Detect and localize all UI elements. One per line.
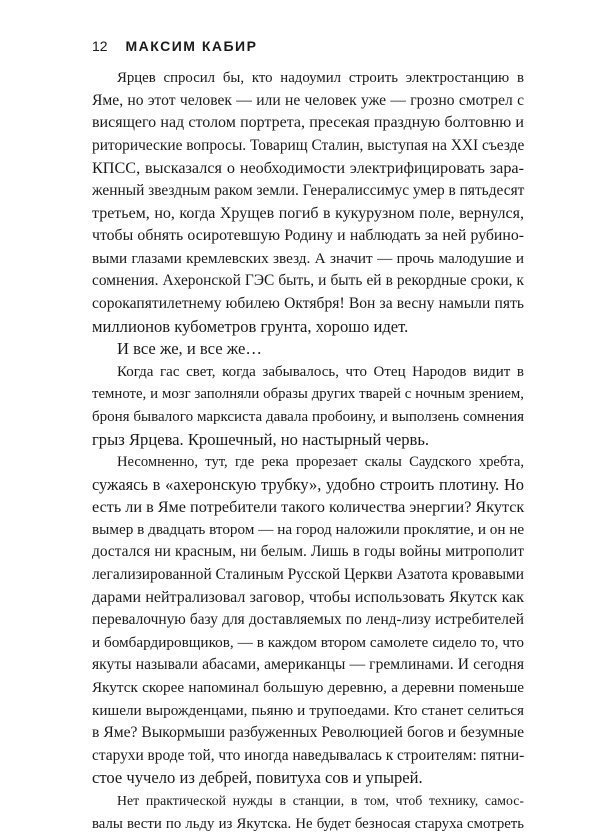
body-text <box>92 67 524 835</box>
text-line: Якутск скорее напоминал большую деревню, а деревни поменьше <box>92 679 524 697</box>
text-line: КПСС, высказался о необходимости электрифицировать зара- <box>92 159 524 178</box>
running-title: МАКСИМ КАБИР <box>125 38 258 54</box>
text-line: Яме, но этот человек — или не человек уже — грозно смотрел с <box>92 91 524 109</box>
running-head <box>92 37 257 55</box>
paragraph-3 <box>92 361 524 451</box>
text-line: легализированной Сталиным Русской Церкви Азатота кровавыми <box>92 566 525 584</box>
text-line: грыз Ярцева. Крошечный, но настырный червь. <box>92 429 430 449</box>
paragraph-1 <box>92 67 524 338</box>
text-line: миллионов кубометров грунта, хорошо идет. <box>92 316 409 336</box>
text-line: И все же, и все же… <box>117 339 262 359</box>
text-line: в Яме? Выкормыши разбуженных Революцией богов и безумные <box>92 724 524 742</box>
text-line: и бомбардировщиков, — в каждом втором самолете сидело то, что <box>92 633 524 651</box>
text-line: достался ни красным, ни белым. Лишь в годы войны митрополит <box>92 543 524 561</box>
text-line: броня бывалого марксиста давала пробоину, и выползень сомнения <box>92 408 524 425</box>
text-line: валы вести по льду из Якутска. Не будет безносая старуха смотреть <box>92 815 524 832</box>
text-line: кишели вырожденцами, пьяню и трупоедами. Кто станет селиться <box>92 701 524 719</box>
text-line: вымер в двадцать втором — на город наложили проклятие, и он не <box>92 520 525 538</box>
page-number: 12 <box>92 38 108 54</box>
text-line: чтобы обнять осиротевшую Родину и наблюдать за ней рубино- <box>92 227 524 245</box>
text-line: перевалочную базу для доставляемых по ленд-лизу истребителей <box>92 611 524 629</box>
paragraph-4 <box>92 451 524 790</box>
paragraph-5 <box>92 790 524 835</box>
text-line: выми глазами кремлевских звезд. А значит — прочь малодушие и <box>92 249 524 267</box>
text-line: дарами нейтрализовал заговор, чтобы использовать Якутск как <box>92 588 524 606</box>
text-line: сомнения. Ахеронской ГЭС быть, и быть ей в рекордные сроки, к <box>92 272 524 290</box>
text-line: Когда гас свет, когда забывалось, что Отец Народов видит в <box>117 363 524 380</box>
paragraph-2 <box>92 338 524 361</box>
text-line: женный звездным раком земли. Генералиссимус умер в пятьдесят <box>92 181 525 199</box>
text-line: темноте, и мозг заполняли образы других тварей с ночным зрением, <box>92 386 524 403</box>
text-line: Нет практической нужды в станции, в том, чтоб технику, самос- <box>117 793 524 808</box>
text-line: риторические вопросы. Товарищ Сталин, выступая на XXI съезде <box>92 136 525 154</box>
text-line: Несомненно, тут, где река прорезает скалы Саудского хребта, <box>117 454 524 471</box>
text-line: якуты называли абасами, американцы — гремлинами. И сегодня <box>92 656 524 674</box>
text-line: третьем, но, когда Хрущев погиб в кукурузном поле, вернулся, <box>92 204 524 222</box>
text-line: стое чучело из дебрей, повитуха сов и упырей. <box>92 768 423 788</box>
text-line: есть ли в Яме потребители такого количества энергии? Якутск <box>92 498 525 517</box>
text-line: сужаясь в «ахеронскую трубку», удобно строить плотину. Но <box>92 474 524 494</box>
text-line: сорокапятилетнему юбилею Октября! Вон за весну намыли пять <box>92 294 524 312</box>
text-line: висящего над столом портрета, пресекая праздную болтовню и <box>92 114 524 132</box>
text-line: Ярцев спросил бы, кто надоумил строить электростанцию в <box>117 70 524 86</box>
text-line: старухи вроде той, что иногда наведывалась к строителям: пятни- <box>92 746 525 764</box>
